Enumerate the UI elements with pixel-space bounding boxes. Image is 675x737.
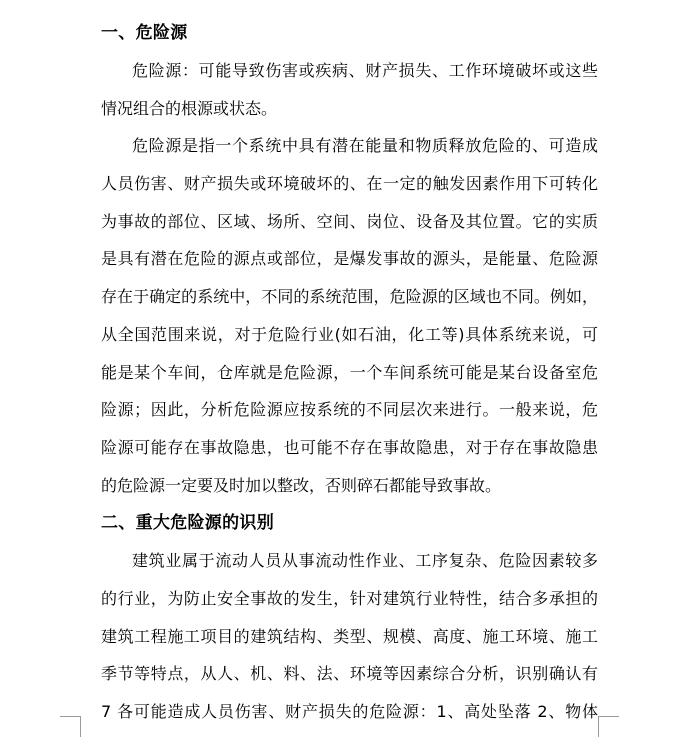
text-line: 危险源：可能导致伤害或疾病、财产损失、工作环境破坏或这些 bbox=[132, 61, 598, 80]
paragraph-hazard-definition bbox=[101, 52, 598, 127]
text-line: 能是某个车间，仓库就是危险源，一个车间系统可能是某台设备室危 bbox=[101, 362, 598, 382]
text-line: 从全国范围来说，对于危险行业(如石油，化工等)具体系统来说，可 bbox=[101, 324, 598, 344]
text-line: 建筑业属于流动人员从事流动性作业、工序复杂、危险因素较多 bbox=[132, 551, 598, 571]
document-body bbox=[101, 14, 598, 731]
text-line: 为事故的部位、区域、场所、空间、岗位、设备及其位置。它的实质 bbox=[101, 211, 598, 231]
crop-mark-bottom-right-vertical bbox=[598, 716, 599, 737]
text-line: 危险源是指一个系统中具有潜在能量和物质释放危险的、可造成 bbox=[132, 136, 598, 156]
crop-mark-bottom-left-vertical bbox=[80, 716, 81, 737]
text-line: 7 各可能造成人员伤害、财产损失的危险源：1、高处坠落 2、物体 bbox=[101, 702, 598, 721]
text-line: 的行业，为防止安全事故的发生，针对建筑行业特性，结合多承担的 bbox=[101, 588, 598, 608]
crop-mark-bottom-right-horizontal bbox=[598, 716, 619, 717]
text-line: 险源；因此，分析危险源应按系统的不同层次来进行。一般来说，危 bbox=[101, 400, 598, 420]
section-heading-major-hazard-identification: 二、重大危险源的识别 bbox=[101, 513, 274, 534]
crop-mark-bottom-left-horizontal bbox=[60, 716, 81, 717]
text-line: 的危险源一定要及时加以整改，否则碎石都能导致事故。 bbox=[101, 475, 502, 495]
text-line: 险源可能存在事故隐患，也可能不存在事故隐患，对于存在事故隐患 bbox=[101, 437, 598, 457]
text-line: 情况组合的根源或状态。 bbox=[101, 98, 278, 118]
text-line: 存在于确定的系统中，不同的系统范围，危险源的区域也不同。例如， bbox=[101, 287, 598, 307]
paragraph-hazard-explanation bbox=[101, 127, 598, 504]
paragraph-construction-hazards bbox=[101, 542, 598, 730]
text-line: 是具有潜在危险的源点或部位，是爆发事故的源头，是能量、危险源 bbox=[101, 249, 598, 269]
text-line: 季节等特点，从人、机、料、法、环境等因素综合分析，识别确认有 bbox=[101, 664, 598, 684]
text-line: 建筑工程施工项目的建筑结构、类型、规模、高度、施工环境、施工 bbox=[101, 626, 598, 646]
text-line: 人员伤害、财产损失或环境破坏的、在一定的触发因素作用下可转化 bbox=[101, 174, 598, 194]
section-heading-hazard-source: 一、危险源 bbox=[101, 23, 188, 43]
